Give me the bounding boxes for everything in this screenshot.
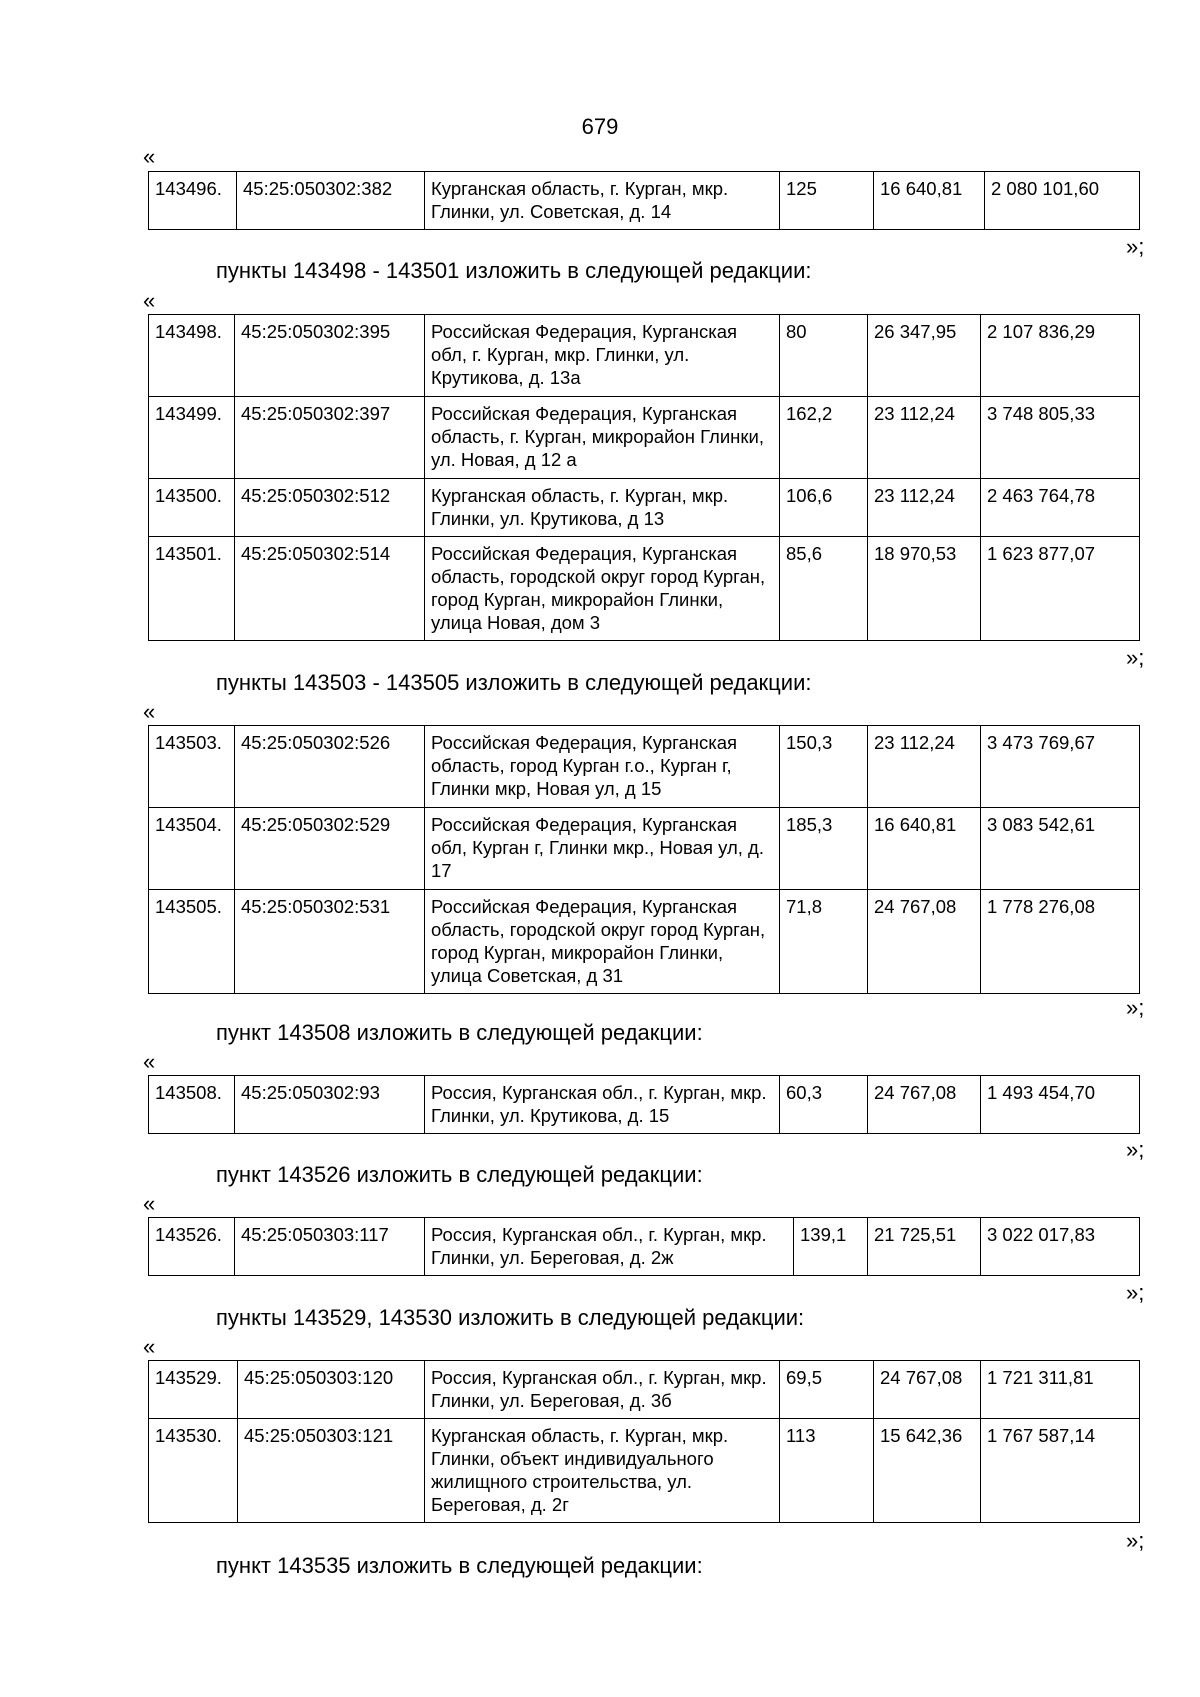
address: Россия, Курганская обл., г. Курган, мкр. Глинки, ул. Береговая, д. 3б bbox=[425, 1361, 780, 1419]
row-number: 143503. bbox=[149, 726, 235, 808]
table-row bbox=[149, 1076, 1140, 1134]
rate: 16 640,81 bbox=[874, 172, 985, 230]
close-quote: »; bbox=[1126, 234, 1145, 259]
row-number: 143529. bbox=[149, 1361, 238, 1419]
instruction-text: пункт 143508 изложить в следующей редакции: bbox=[216, 1020, 703, 1045]
table-row bbox=[149, 537, 1140, 641]
area: 69,5 bbox=[780, 1361, 874, 1419]
address: Курганская область, г. Курган, мкр. Глинки, ул. Советская, д. 14 bbox=[425, 172, 780, 230]
rate: 21 725,51 bbox=[868, 1218, 981, 1276]
cadastral-number: 45:25:050302:531 bbox=[235, 890, 425, 994]
amendment-table bbox=[148, 1360, 1140, 1523]
rate: 23 112,24 bbox=[868, 397, 981, 479]
area: 106,6 bbox=[780, 479, 868, 537]
page-number: 679 bbox=[581, 114, 619, 139]
rate: 26 347,95 bbox=[868, 315, 981, 397]
address: Россия, Курганская обл., г. Курган, мкр. Глинки, ул. Крутикова, д. 15 bbox=[425, 1076, 780, 1134]
area: 162,2 bbox=[780, 397, 868, 479]
cadastral-value: 3 022 017,83 bbox=[981, 1218, 1140, 1276]
row-number: 143505. bbox=[149, 890, 235, 994]
area: 150,3 bbox=[780, 726, 868, 808]
table-row bbox=[149, 479, 1140, 537]
open-quote: « bbox=[143, 288, 156, 313]
row-number: 143501. bbox=[149, 537, 235, 641]
cadastral-value: 2 107 836,29 bbox=[981, 315, 1140, 397]
area: 113 bbox=[780, 1419, 874, 1523]
open-quote: « bbox=[143, 1191, 156, 1216]
close-quote: »; bbox=[1126, 645, 1145, 670]
area: 80 bbox=[780, 315, 868, 397]
table-row bbox=[149, 315, 1140, 397]
instruction-text: пункт 143526 изложить в следующей редакции: bbox=[216, 1162, 703, 1187]
amendment-table bbox=[148, 1217, 1140, 1276]
cadastral-value: 1 778 276,08 bbox=[981, 890, 1140, 994]
open-quote: « bbox=[143, 1049, 156, 1074]
cadastral-number: 45:25:050302:514 bbox=[235, 537, 425, 641]
rate: 24 767,08 bbox=[868, 890, 981, 994]
cadastral-number: 45:25:050302:382 bbox=[237, 172, 425, 230]
table-row bbox=[149, 397, 1140, 479]
table-row bbox=[149, 1361, 1140, 1419]
cadastral-number: 45:25:050303:121 bbox=[238, 1419, 425, 1523]
address: Курганская область, г. Курган, мкр. Глинки, объект индивидуального жилищного строительства, ул. Береговая, д. 2г bbox=[425, 1419, 780, 1523]
row-number: 143526. bbox=[149, 1218, 235, 1276]
amendment-table bbox=[148, 1075, 1140, 1134]
row-number: 143504. bbox=[149, 808, 235, 890]
open-quote: « bbox=[143, 1334, 156, 1359]
instruction-text: пункты 143529, 143530 изложить в следующей редакции: bbox=[216, 1305, 805, 1330]
rate: 18 970,53 bbox=[868, 537, 981, 641]
address: Российская Федерация, Курганская область, городской округ город Курган, город Курган, микрорайон Глинки, улица Советская, д 31 bbox=[425, 890, 780, 994]
row-number: 143498. bbox=[149, 315, 235, 397]
open-quote: « bbox=[143, 144, 156, 169]
address: Российская Федерация, Курганская обл, г. Курган, мкр. Глинки, ул. Крутикова, д. 13а bbox=[425, 315, 780, 397]
rate: 24 767,08 bbox=[874, 1361, 981, 1419]
address: Россия, Курганская обл., г. Курган, мкр. Глинки, ул. Береговая, д. 2ж bbox=[425, 1218, 794, 1276]
area: 125 bbox=[780, 172, 874, 230]
table-row bbox=[149, 1419, 1140, 1523]
cadastral-value: 3 083 542,61 bbox=[981, 808, 1140, 890]
area: 139,1 bbox=[794, 1218, 868, 1276]
rate: 15 642,36 bbox=[874, 1419, 981, 1523]
cadastral-number: 45:25:050302:529 bbox=[235, 808, 425, 890]
table-row bbox=[149, 726, 1140, 808]
cadastral-value: 1 623 877,07 bbox=[981, 537, 1140, 641]
rate: 23 112,24 bbox=[868, 479, 981, 537]
rate: 24 767,08 bbox=[868, 1076, 981, 1134]
cadastral-number: 45:25:050302:395 bbox=[235, 315, 425, 397]
cadastral-value: 3 748 805,33 bbox=[981, 397, 1140, 479]
amendment-table bbox=[148, 725, 1140, 994]
area: 85,6 bbox=[780, 537, 868, 641]
table-row bbox=[149, 172, 1140, 230]
cadastral-value: 1 767 587,14 bbox=[981, 1419, 1140, 1523]
amendment-table bbox=[148, 314, 1140, 641]
cadastral-number: 45:25:050303:120 bbox=[238, 1361, 425, 1419]
rate: 23 112,24 bbox=[868, 726, 981, 808]
cadastral-value: 3 473 769,67 bbox=[981, 726, 1140, 808]
address: Российская Федерация, Курганская обл, Курган г, Глинки мкр., Новая ул, д. 17 bbox=[425, 808, 780, 890]
row-number: 143499. bbox=[149, 397, 235, 479]
instruction-text: пункты 143498 - 143501 изложить в следующей редакции: bbox=[216, 258, 812, 283]
cadastral-value: 2 080 101,60 bbox=[985, 172, 1140, 230]
row-number: 143496. bbox=[149, 172, 237, 230]
address: Курганская область, г. Курган, мкр. Глинки, ул. Крутикова, д 13 bbox=[425, 479, 780, 537]
address: Российская Федерация, Курганская область, городской округ город Курган, город Курган, микрорайон Глинки, улица Новая, дом 3 bbox=[425, 537, 780, 641]
area: 185,3 bbox=[780, 808, 868, 890]
instruction-text: пункт 143535 изложить в следующей редакции: bbox=[216, 1553, 703, 1578]
cadastral-value: 2 463 764,78 bbox=[981, 479, 1140, 537]
area: 60,3 bbox=[780, 1076, 868, 1134]
cadastral-value: 1 721 311,81 bbox=[981, 1361, 1140, 1419]
instruction-text: пункты 143503 - 143505 изложить в следующей редакции: bbox=[216, 670, 812, 695]
cadastral-number: 45:25:050302:93 bbox=[235, 1076, 425, 1134]
address: Российская Федерация, Курганская область, город Курган г.о., Курган г, Глинки мкр, Новая ул, д 15 bbox=[425, 726, 780, 808]
area: 71,8 bbox=[780, 890, 868, 994]
table-row bbox=[149, 808, 1140, 890]
cadastral-value: 1 493 454,70 bbox=[981, 1076, 1140, 1134]
address: Российская Федерация, Курганская область, г. Курган, микрорайон Глинки, ул. Новая, д 12 а bbox=[425, 397, 780, 479]
table-row bbox=[149, 890, 1140, 994]
close-quote: »; bbox=[1126, 1137, 1145, 1162]
open-quote: « bbox=[143, 699, 156, 724]
cadastral-number: 45:25:050302:512 bbox=[235, 479, 425, 537]
row-number: 143500. bbox=[149, 479, 235, 537]
close-quote: »; bbox=[1126, 995, 1145, 1020]
cadastral-number: 45:25:050302:397 bbox=[235, 397, 425, 479]
cadastral-number: 45:25:050302:526 bbox=[235, 726, 425, 808]
close-quote: »; bbox=[1126, 1280, 1145, 1305]
cadastral-number: 45:25:050303:117 bbox=[235, 1218, 425, 1276]
table-row bbox=[149, 1218, 1140, 1276]
row-number: 143508. bbox=[149, 1076, 235, 1134]
amendment-table bbox=[148, 171, 1140, 230]
rate: 16 640,81 bbox=[868, 808, 981, 890]
close-quote: »; bbox=[1126, 1528, 1145, 1553]
row-number: 143530. bbox=[149, 1419, 238, 1523]
